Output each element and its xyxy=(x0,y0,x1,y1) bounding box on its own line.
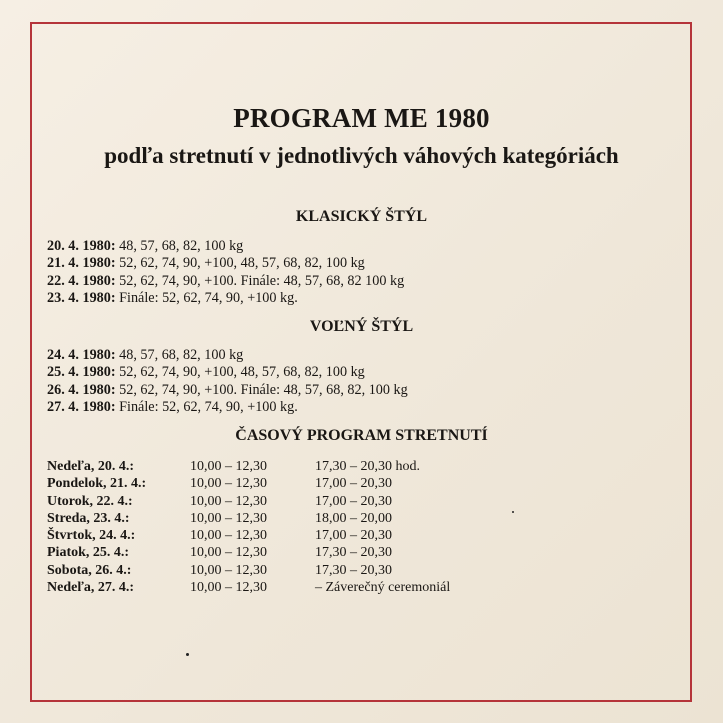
schedule-day: Utorok, 22. 4.: xyxy=(47,493,133,509)
volny-entry xyxy=(47,399,408,416)
entry-weights: 52, 62, 74, 90, +100, 48, 57, 68, 82, 100 kg xyxy=(115,255,365,272)
volny-entry xyxy=(47,382,408,399)
schedule-morning: 10,00 – 12,30 xyxy=(190,476,267,492)
entry-weights: 48, 57, 68, 82, 100 kg xyxy=(115,347,244,363)
entry-date: 22. 4. 1980: xyxy=(47,272,116,289)
schedule-morning: 10,00 – 12,30 xyxy=(190,545,267,561)
schedule-morning: 10,00 – 12,30 xyxy=(190,493,267,509)
entry-date: 27. 4. 1980: xyxy=(47,398,116,415)
schedule-evening: 17,00 – 20,30 xyxy=(315,493,392,509)
schedule-day: Nedeľa, 20. 4.: xyxy=(47,459,135,474)
page-title: PROGRAM ME 1980 xyxy=(233,103,490,133)
volny-entry xyxy=(47,364,408,381)
schedule-evening: – Záverečný ceremoniál xyxy=(315,580,451,596)
entry-weights: 52, 62, 74, 90, +100. Finále: 48, 57, 68, 82, 100 kg xyxy=(115,381,408,398)
page-subtitle: podľa stretnutí v jednotlivých váhových kategóriách xyxy=(104,143,619,168)
klasicky-entry xyxy=(47,255,404,272)
ink-speck xyxy=(186,653,189,656)
schedule-evening: 17,30 – 20,30 hod. xyxy=(315,459,420,474)
entry-weights: Finále: 52, 62, 74, 90, +100 kg. xyxy=(115,398,298,415)
entry-weights: 52, 62, 74, 90, +100, 48, 57, 68, 82, 100 kg xyxy=(115,364,365,381)
entry-weights: Finále: 52, 62, 74, 90, +100 kg. xyxy=(115,289,298,306)
klasicky-heading: KLASICKÝ ŠTÝL xyxy=(295,208,428,225)
schedule-day: Piatok, 25. 4.: xyxy=(47,545,130,561)
schedule-evening: 17,30 – 20,30 xyxy=(315,545,392,561)
volny-heading: VOĽNÝ ŠTÝL xyxy=(309,318,414,335)
schedule-day: Nedeľa, 27. 4.: xyxy=(47,580,135,596)
schedule-evening: 18,00 – 20,00 xyxy=(315,510,392,526)
entry-date: 23. 4. 1980: xyxy=(47,289,116,306)
volny-entry xyxy=(47,347,408,364)
ink-speck xyxy=(512,511,514,513)
entry-weights: 52, 62, 74, 90, +100. Finále: 48, 57, 68, 82 100 kg xyxy=(115,272,405,289)
schedule-day: Streda, 23. 4.: xyxy=(47,510,130,526)
schedule-day: Štvrtok, 24. 4.: xyxy=(47,528,136,544)
entry-date: 20. 4. 1980: xyxy=(47,238,116,254)
schedule-morning: 10,00 – 12,30 xyxy=(190,528,267,544)
schedule-heading: ČASOVÝ PROGRAM STRETNUTÍ xyxy=(235,427,488,444)
volny-list xyxy=(47,347,408,416)
schedule-morning: 10,00 – 12,30 xyxy=(190,459,267,474)
schedule-evening: 17,00 – 20,30 xyxy=(315,528,392,544)
schedule-day: Pondelok, 21. 4.: xyxy=(47,476,147,492)
schedule-morning: 10,00 – 12,30 xyxy=(190,580,267,596)
schedule-evening: 17,30 – 20,30 xyxy=(315,562,392,578)
schedule-morning: 10,00 – 12,30 xyxy=(190,562,267,578)
entry-date: 26. 4. 1980: xyxy=(47,381,116,398)
klasicky-list xyxy=(47,238,404,307)
klasicky-entry xyxy=(47,238,404,255)
entry-weights: 48, 57, 68, 82, 100 kg xyxy=(115,238,244,254)
schedule-day: Sobota, 26. 4.: xyxy=(47,562,132,578)
klasicky-entry xyxy=(47,290,404,307)
entry-date: 21. 4. 1980: xyxy=(47,255,116,272)
entry-date: 25. 4. 1980: xyxy=(47,364,116,381)
schedule-evening: 17,00 – 20,30 xyxy=(315,476,392,492)
klasicky-entry xyxy=(47,273,404,290)
schedule-morning: 10,00 – 12,30 xyxy=(190,510,267,526)
entry-date: 24. 4. 1980: xyxy=(47,347,116,363)
